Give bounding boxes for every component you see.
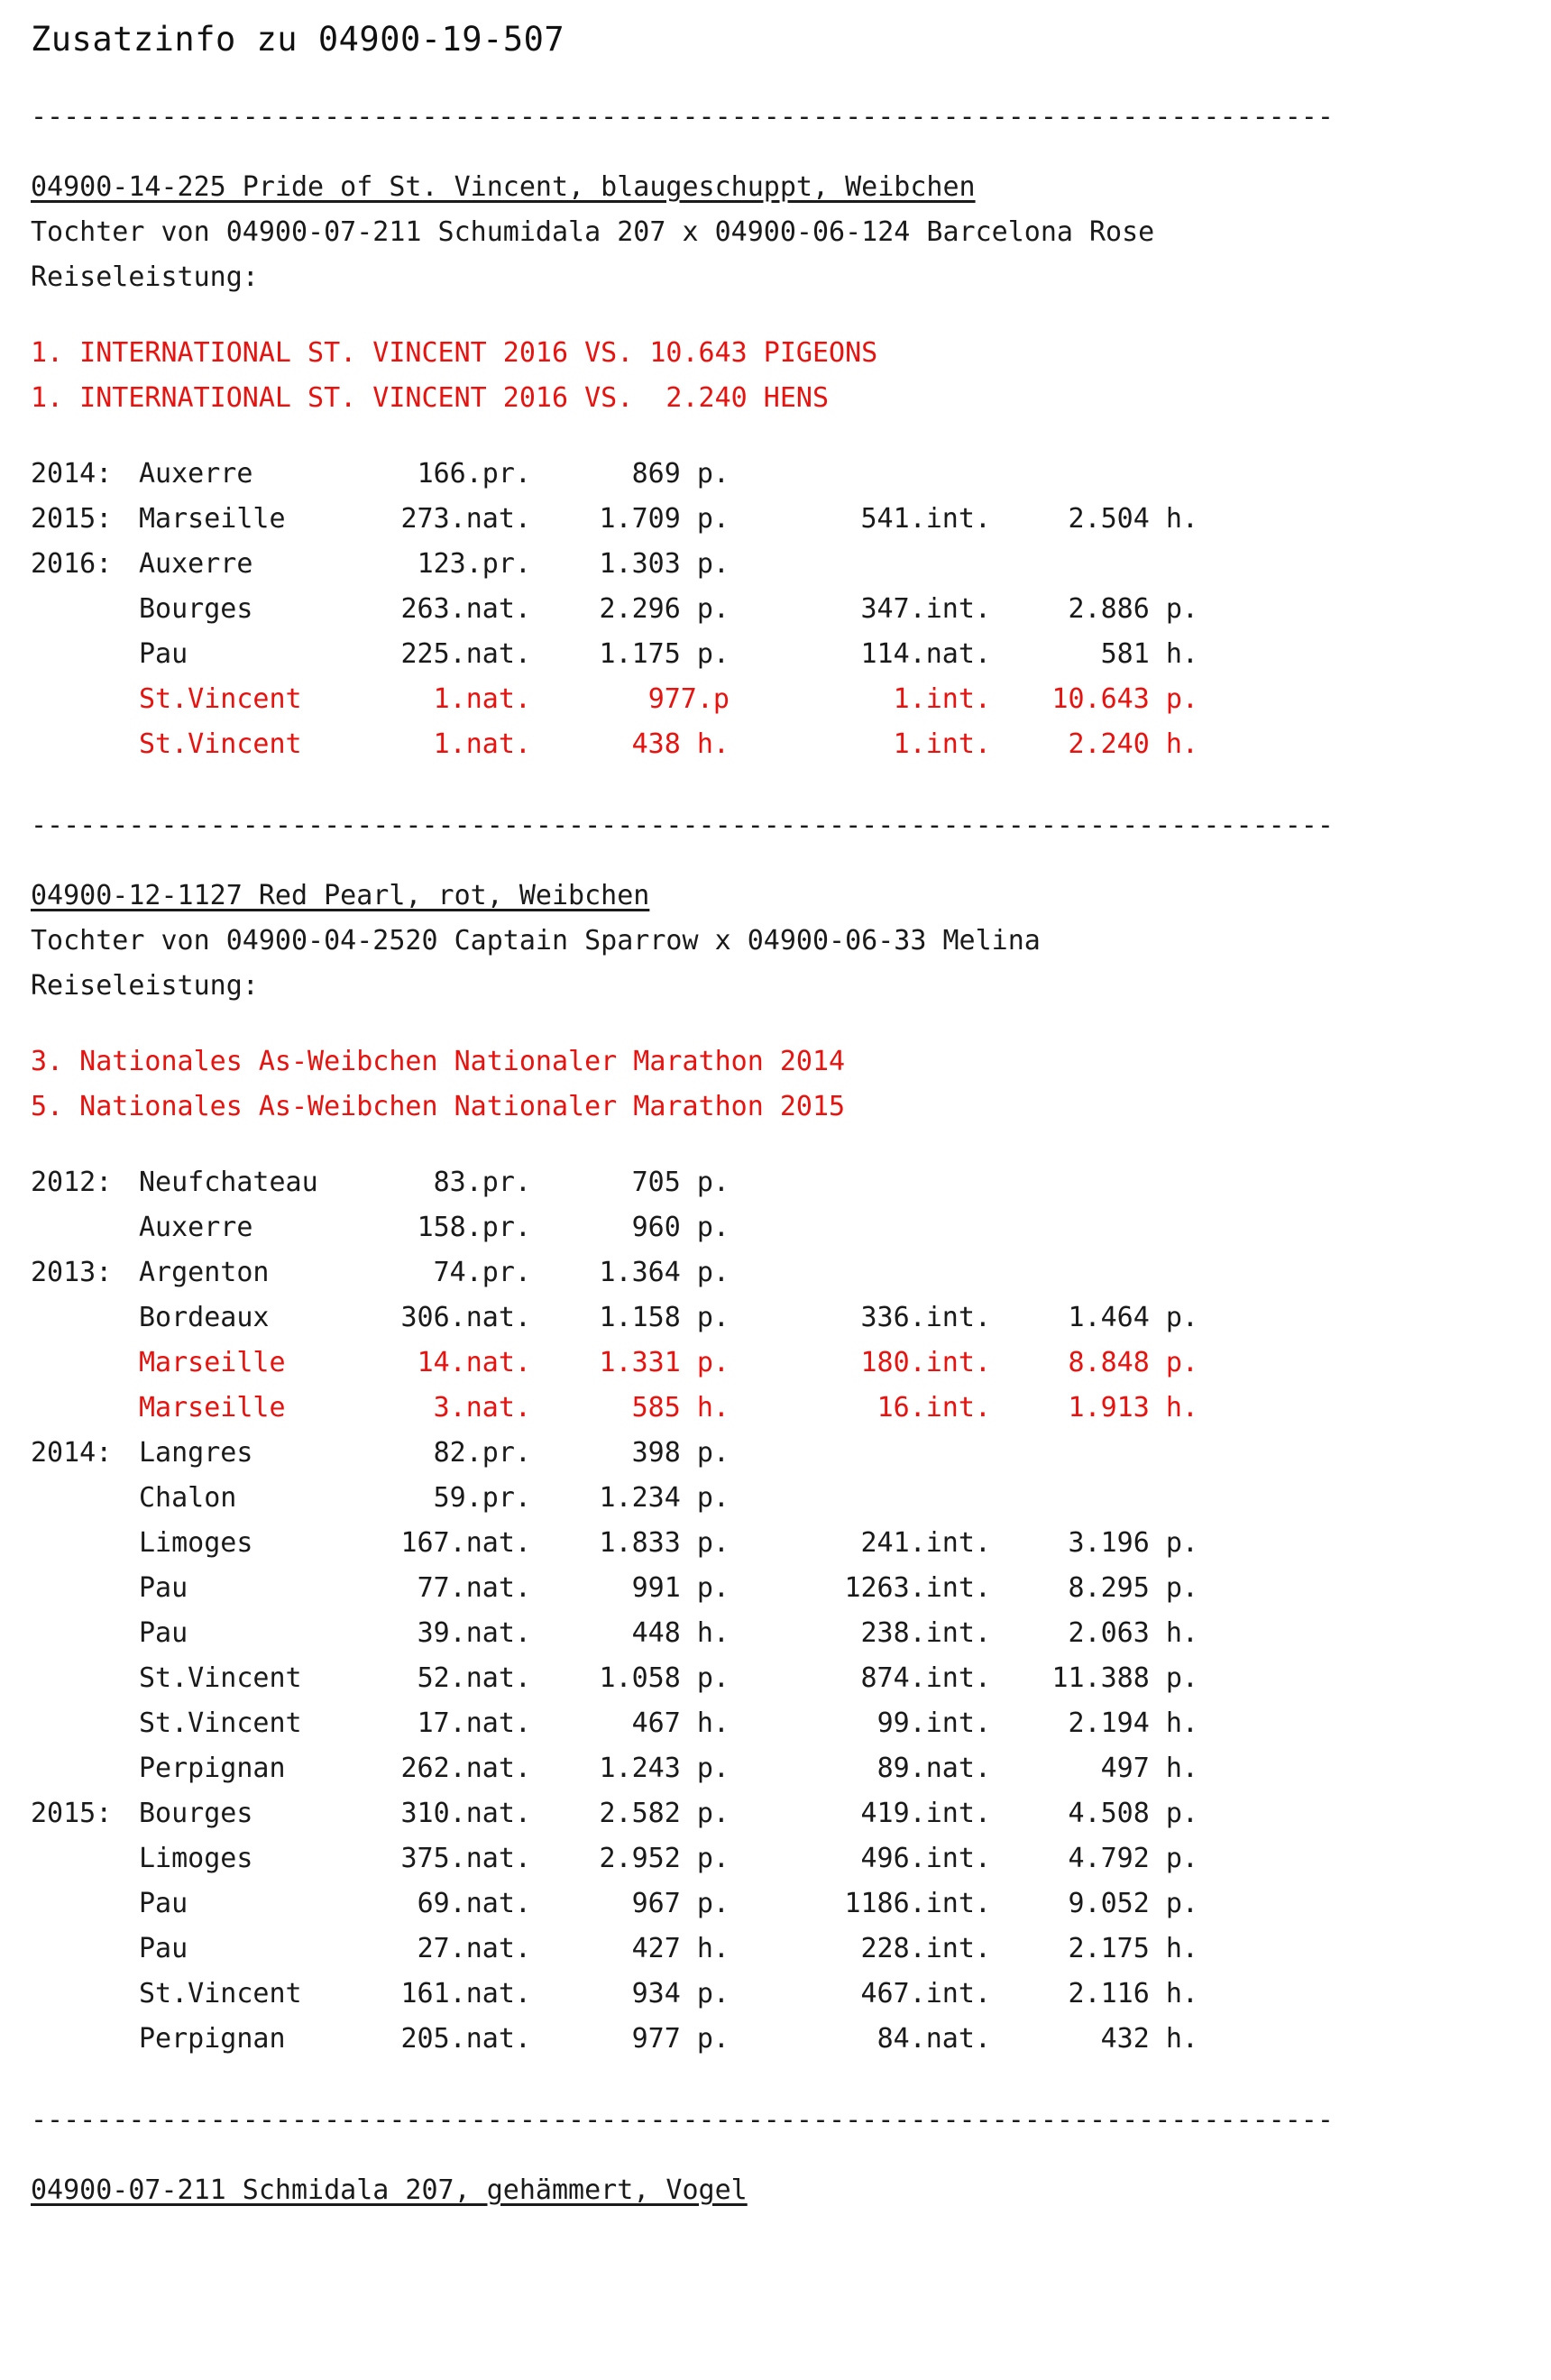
table-row bbox=[31, 1205, 1198, 1250]
cell-rank: 273.nat. bbox=[400, 503, 531, 535]
cell-spacer bbox=[730, 1656, 784, 1701]
cell-race: Perpignan bbox=[139, 2023, 286, 2055]
cell-rank-int: 347.int. bbox=[860, 593, 991, 625]
cell-year bbox=[31, 1701, 139, 1746]
spacer bbox=[31, 1130, 1520, 1160]
cell-race: St.Vincent bbox=[139, 1978, 302, 2009]
cell-rank-int: 238.int. bbox=[860, 1617, 991, 1649]
cell-birds: 1.234 p. bbox=[599, 1482, 730, 1514]
cell-year bbox=[31, 632, 139, 677]
cell-race: Limoges bbox=[139, 1843, 253, 1874]
cell-birds: 1.058 p. bbox=[599, 1662, 730, 1694]
cell-birds: 1.709 p. bbox=[599, 503, 730, 535]
cell-race: St.Vincent bbox=[139, 1662, 302, 1694]
divider-3: -------------------------------------------------------------------------------- bbox=[31, 2104, 1334, 2136]
cell-birds-int: 432 h. bbox=[1100, 2023, 1198, 2055]
cell-spacer bbox=[730, 1521, 784, 1566]
cell-spacer bbox=[730, 587, 784, 632]
cell-rank: 82.pr. bbox=[433, 1437, 531, 1469]
cell-rank-int: 228.int. bbox=[860, 1933, 991, 1964]
cell-year bbox=[31, 1521, 139, 1566]
cell-birds-int: 2.240 h. bbox=[1068, 728, 1198, 760]
cell-birds-int: 8.848 p. bbox=[1068, 1347, 1198, 1378]
pigeon-performance-label: Reiseleistung: bbox=[31, 261, 259, 293]
cell-spacer bbox=[730, 1746, 784, 1791]
cell-rank: 59.pr. bbox=[433, 1482, 531, 1514]
page-title: Zusatzinfo zu 04900-19-507 bbox=[31, 20, 565, 59]
pigeon-highlight: 5. Nationales As-Weibchen Nationaler Marathon 2015 bbox=[31, 1091, 846, 1122]
cell-birds: 1.833 p. bbox=[599, 1527, 730, 1559]
cell-spacer bbox=[730, 677, 784, 722]
cell-spacer bbox=[730, 452, 784, 497]
table-row bbox=[31, 1701, 1198, 1746]
cell-birds-int: 581 h. bbox=[1100, 638, 1198, 670]
cell-spacer bbox=[730, 1205, 784, 1250]
cell-race: Marseille bbox=[139, 1392, 286, 1423]
table-row bbox=[31, 542, 1198, 587]
cell-birds: 1.243 p. bbox=[599, 1753, 730, 1784]
cell-rank-int bbox=[784, 1476, 991, 1521]
cell-birds: 2.952 p. bbox=[599, 1843, 730, 1874]
cell-rank: 310.nat. bbox=[400, 1798, 531, 1829]
table-row bbox=[31, 1431, 1198, 1476]
cell-year bbox=[31, 2017, 139, 2062]
cell-birds: 398 p. bbox=[631, 1437, 730, 1469]
cell-spacer bbox=[730, 497, 784, 542]
table-row bbox=[31, 1386, 1198, 1431]
pigeon-section-2 bbox=[31, 874, 1520, 2062]
table-row bbox=[31, 1611, 1198, 1656]
cell-spacer bbox=[730, 1701, 784, 1746]
cell-spacer bbox=[730, 1250, 784, 1295]
cell-race: Argenton bbox=[139, 1257, 270, 1288]
cell-rank: 166.pr. bbox=[417, 458, 531, 490]
pigeon-header-next: 04900-07-211 Schmidala 207, gehämmert, Vogel bbox=[31, 2174, 748, 2206]
cell-birds-int: 11.388 p. bbox=[1051, 1662, 1198, 1694]
cell-rank: 39.nat. bbox=[417, 1617, 531, 1649]
cell-birds-int: 2.504 h. bbox=[1068, 503, 1198, 535]
cell-year bbox=[31, 1972, 139, 2017]
cell-year bbox=[31, 1476, 139, 1521]
cell-race: Pau bbox=[139, 1888, 188, 1919]
cell-rank-int: 89.nat. bbox=[876, 1753, 991, 1784]
divider-2: -------------------------------------------------------------------------------- bbox=[31, 810, 1334, 841]
cell-rank: 123.pr. bbox=[417, 548, 531, 580]
table-row bbox=[31, 632, 1198, 677]
cell-year bbox=[31, 1836, 139, 1881]
cell-birds: 977.p bbox=[647, 683, 730, 715]
cell-rank-int: 1.int. bbox=[893, 683, 991, 715]
cell-year bbox=[31, 1205, 139, 1250]
cell-race: Auxerre bbox=[139, 548, 253, 580]
cell-birds-int bbox=[991, 1431, 1198, 1476]
cell-birds: 585 h. bbox=[631, 1392, 730, 1423]
pigeon-parents: Tochter von 04900-07-211 Schumidala 207 x 04900-06-124 Barcelona Rose bbox=[31, 216, 1155, 248]
cell-birds: 438 h. bbox=[631, 728, 730, 760]
cell-birds: 977 p. bbox=[631, 2023, 730, 2055]
table-row bbox=[31, 677, 1198, 722]
pigeon-highlight: 1. INTERNATIONAL ST. VINCENT 2016 VS. 2.240 HENS bbox=[31, 382, 830, 414]
table-row bbox=[31, 1972, 1198, 2017]
cell-race: Pau bbox=[139, 1572, 188, 1604]
cell-race: Pau bbox=[139, 638, 188, 670]
cell-rank: 225.nat. bbox=[400, 638, 531, 670]
table-row bbox=[31, 722, 1198, 767]
cell-rank: 375.nat. bbox=[400, 1843, 531, 1874]
cell-year bbox=[31, 1881, 139, 1927]
table-row bbox=[31, 587, 1198, 632]
cell-race: Bordeaux bbox=[139, 1302, 270, 1333]
cell-rank: 262.nat. bbox=[400, 1753, 531, 1784]
cell-year bbox=[31, 1341, 139, 1386]
cell-birds-int: 1.913 h. bbox=[1068, 1392, 1198, 1423]
pigeon-highlight: 3. Nationales As-Weibchen Nationaler Marathon 2014 bbox=[31, 1046, 846, 1077]
cell-birds-int bbox=[991, 542, 1198, 587]
cell-birds: 1.364 p. bbox=[599, 1257, 730, 1288]
cell-birds: 1.158 p. bbox=[599, 1302, 730, 1333]
cell-birds-int: 4.792 p. bbox=[1068, 1843, 1198, 1874]
cell-spacer bbox=[730, 1972, 784, 2017]
cell-race: Marseille bbox=[139, 1347, 286, 1378]
cell-rank-int bbox=[784, 1160, 991, 1205]
cell-year: 2014: bbox=[31, 458, 113, 490]
cell-rank: 1.nat. bbox=[433, 728, 531, 760]
cell-rank-int: 16.int. bbox=[876, 1392, 991, 1423]
cell-spacer bbox=[730, 542, 784, 587]
cell-birds: 1.331 p. bbox=[599, 1347, 730, 1378]
cell-rank: 167.nat. bbox=[400, 1527, 531, 1559]
cell-year bbox=[31, 1746, 139, 1791]
cell-birds-int bbox=[991, 1160, 1198, 1205]
pigeon-performance-label: Reiseleistung: bbox=[31, 970, 259, 1002]
pigeon-header: 04900-12-1127 Red Pearl, rot, Weibchen bbox=[31, 880, 650, 911]
cell-rank-int bbox=[784, 1205, 991, 1250]
cell-spacer bbox=[730, 1160, 784, 1205]
cell-year: 2016: bbox=[31, 548, 113, 580]
cell-birds: 869 p. bbox=[631, 458, 730, 490]
spacer bbox=[31, 1009, 1520, 1039]
results-table bbox=[31, 1160, 1198, 2062]
cell-birds: 705 p. bbox=[631, 1167, 730, 1198]
cell-year: 2015: bbox=[31, 503, 113, 535]
cell-race: St.Vincent bbox=[139, 683, 302, 715]
cell-spacer bbox=[730, 1927, 784, 1972]
table-row bbox=[31, 1566, 1198, 1611]
cell-rank-int bbox=[784, 1250, 991, 1295]
cell-rank: 205.nat. bbox=[400, 2023, 531, 2055]
spacer bbox=[31, 421, 1520, 452]
pigeon-highlight: 1. INTERNATIONAL ST. VINCENT 2016 VS. 10.643 PIGEONS bbox=[31, 337, 878, 369]
cell-spacer bbox=[730, 1295, 784, 1341]
cell-birds-int: 3.196 p. bbox=[1068, 1527, 1198, 1559]
cell-race: Chalon bbox=[139, 1482, 237, 1514]
table-row bbox=[31, 2017, 1198, 2062]
cell-year: 2013: bbox=[31, 1257, 113, 1288]
table-row bbox=[31, 1746, 1198, 1791]
table-row bbox=[31, 452, 1198, 497]
cell-rank: 69.nat. bbox=[417, 1888, 531, 1919]
cell-birds-int: 1.464 p. bbox=[1068, 1302, 1198, 1333]
cell-rank: 52.nat. bbox=[417, 1662, 531, 1694]
cell-year bbox=[31, 587, 139, 632]
cell-year: 2014: bbox=[31, 1437, 113, 1469]
cell-rank: 3.nat. bbox=[433, 1392, 531, 1423]
cell-spacer bbox=[730, 1566, 784, 1611]
cell-rank-int: 180.int. bbox=[860, 1347, 991, 1378]
table-row bbox=[31, 1295, 1198, 1341]
cell-rank-int bbox=[784, 542, 991, 587]
cell-rank-int: 1.int. bbox=[893, 728, 991, 760]
cell-birds-int: 8.295 p. bbox=[1068, 1572, 1198, 1604]
cell-birds: 427 h. bbox=[631, 1933, 730, 1964]
cell-birds-int bbox=[991, 1205, 1198, 1250]
cell-rank: 263.nat. bbox=[400, 593, 531, 625]
cell-spacer bbox=[730, 1386, 784, 1431]
cell-birds-int: 2.175 h. bbox=[1068, 1933, 1198, 1964]
cell-race: Limoges bbox=[139, 1527, 253, 1559]
table-row bbox=[31, 1836, 1198, 1881]
cell-race: Bourges bbox=[139, 593, 253, 625]
cell-birds-int: 2.116 h. bbox=[1068, 1978, 1198, 2009]
cell-year bbox=[31, 1295, 139, 1341]
cell-rank: 77.nat. bbox=[417, 1572, 531, 1604]
table-row bbox=[31, 1881, 1198, 1927]
cell-birds-int bbox=[991, 1250, 1198, 1295]
cell-year bbox=[31, 1611, 139, 1656]
cell-birds-int bbox=[991, 452, 1198, 497]
cell-rank-int: 541.int. bbox=[860, 503, 991, 535]
cell-birds: 467 h. bbox=[631, 1707, 730, 1739]
cell-spacer bbox=[730, 1791, 784, 1836]
cell-race: Perpignan bbox=[139, 1753, 286, 1784]
cell-year bbox=[31, 1386, 139, 1431]
cell-year bbox=[31, 677, 139, 722]
cell-rank: 74.pr. bbox=[433, 1257, 531, 1288]
cell-year bbox=[31, 1566, 139, 1611]
cell-birds: 1.303 p. bbox=[599, 548, 730, 580]
cell-birds-int: 4.508 p. bbox=[1068, 1798, 1198, 1829]
cell-rank: 161.nat. bbox=[400, 1978, 531, 2009]
cell-spacer bbox=[730, 2017, 784, 2062]
cell-year: 2012: bbox=[31, 1167, 113, 1198]
results-table bbox=[31, 452, 1198, 767]
pigeon-section-1 bbox=[31, 165, 1520, 767]
table-row bbox=[31, 1160, 1198, 1205]
cell-rank-int: 1186.int. bbox=[844, 1888, 991, 1919]
cell-rank-int bbox=[784, 1431, 991, 1476]
cell-race: Marseille bbox=[139, 503, 286, 535]
cell-rank-int: 114.nat. bbox=[860, 638, 991, 670]
table-row bbox=[31, 1656, 1198, 1701]
cell-birds-int: 10.643 p. bbox=[1051, 683, 1198, 715]
cell-birds-int: 497 h. bbox=[1100, 1753, 1198, 1784]
cell-rank: 306.nat. bbox=[400, 1302, 531, 1333]
cell-birds: 2.296 p. bbox=[599, 593, 730, 625]
cell-spacer bbox=[730, 1431, 784, 1476]
cell-birds: 967 p. bbox=[631, 1888, 730, 1919]
cell-rank-int: 99.int. bbox=[876, 1707, 991, 1739]
cell-birds: 1.175 p. bbox=[599, 638, 730, 670]
cell-race: Auxerre bbox=[139, 1212, 253, 1243]
cell-birds: 991 p. bbox=[631, 1572, 730, 1604]
cell-rank-int: 336.int. bbox=[860, 1302, 991, 1333]
cell-year bbox=[31, 1656, 139, 1701]
pigeon-header: 04900-14-225 Pride of St. Vincent, blaugeschuppt, Weibchen bbox=[31, 171, 976, 203]
cell-rank-int: 467.int. bbox=[860, 1978, 991, 2009]
cell-race: St.Vincent bbox=[139, 1707, 302, 1739]
cell-rank: 14.nat. bbox=[417, 1347, 531, 1378]
cell-birds-int: 2.886 p. bbox=[1068, 593, 1198, 625]
table-row bbox=[31, 1927, 1198, 1972]
cell-rank-int bbox=[784, 452, 991, 497]
divider-1: -------------------------------------------------------------------------------- bbox=[31, 101, 1334, 133]
cell-rank: 27.nat. bbox=[417, 1933, 531, 1964]
table-row bbox=[31, 1791, 1198, 1836]
cell-year bbox=[31, 722, 139, 767]
cell-rank: 17.nat. bbox=[417, 1707, 531, 1739]
cell-spacer bbox=[730, 1611, 784, 1656]
cell-birds-int: 2.063 h. bbox=[1068, 1617, 1198, 1649]
table-row bbox=[31, 1476, 1198, 1521]
cell-rank-int: 241.int. bbox=[860, 1527, 991, 1559]
cell-birds-int bbox=[991, 1476, 1198, 1521]
cell-spacer bbox=[730, 1476, 784, 1521]
cell-birds: 448 h. bbox=[631, 1617, 730, 1649]
cell-race: Neufchateau bbox=[139, 1167, 318, 1198]
cell-year bbox=[31, 1927, 139, 1972]
cell-rank: 83.pr. bbox=[433, 1167, 531, 1198]
cell-race: Langres bbox=[139, 1437, 253, 1469]
table-row bbox=[31, 497, 1198, 542]
cell-rank-int: 874.int. bbox=[860, 1662, 991, 1694]
cell-year: 2015: bbox=[31, 1798, 113, 1829]
cell-race: St.Vincent bbox=[139, 728, 302, 760]
cell-race: Pau bbox=[139, 1933, 188, 1964]
cell-rank: 158.pr. bbox=[417, 1212, 531, 1243]
cell-birds: 960 p. bbox=[631, 1212, 730, 1243]
table-row bbox=[31, 1341, 1198, 1386]
cell-rank: 1.nat. bbox=[433, 683, 531, 715]
pigeon-parents: Tochter von 04900-04-2520 Captain Sparrow x 04900-06-33 Melina bbox=[31, 925, 1041, 957]
cell-rank-int: 496.int. bbox=[860, 1843, 991, 1874]
cell-birds: 2.582 p. bbox=[599, 1798, 730, 1829]
cell-rank-int: 84.nat. bbox=[876, 2023, 991, 2055]
cell-spacer bbox=[730, 1836, 784, 1881]
cell-rank-int: 419.int. bbox=[860, 1798, 991, 1829]
table-row bbox=[31, 1250, 1198, 1295]
cell-spacer bbox=[730, 1881, 784, 1927]
cell-birds-int: 2.194 h. bbox=[1068, 1707, 1198, 1739]
spacer bbox=[31, 300, 1520, 331]
cell-spacer bbox=[730, 722, 784, 767]
cell-spacer bbox=[730, 632, 784, 677]
cell-birds: 934 p. bbox=[631, 1978, 730, 2009]
cell-birds-int: 9.052 p. bbox=[1068, 1888, 1198, 1919]
cell-rank-int: 1263.int. bbox=[844, 1572, 991, 1604]
cell-spacer bbox=[730, 1341, 784, 1386]
cell-race: Pau bbox=[139, 1617, 188, 1649]
table-row bbox=[31, 1521, 1198, 1566]
cell-race: Auxerre bbox=[139, 458, 253, 490]
cell-race: Bourges bbox=[139, 1798, 253, 1829]
